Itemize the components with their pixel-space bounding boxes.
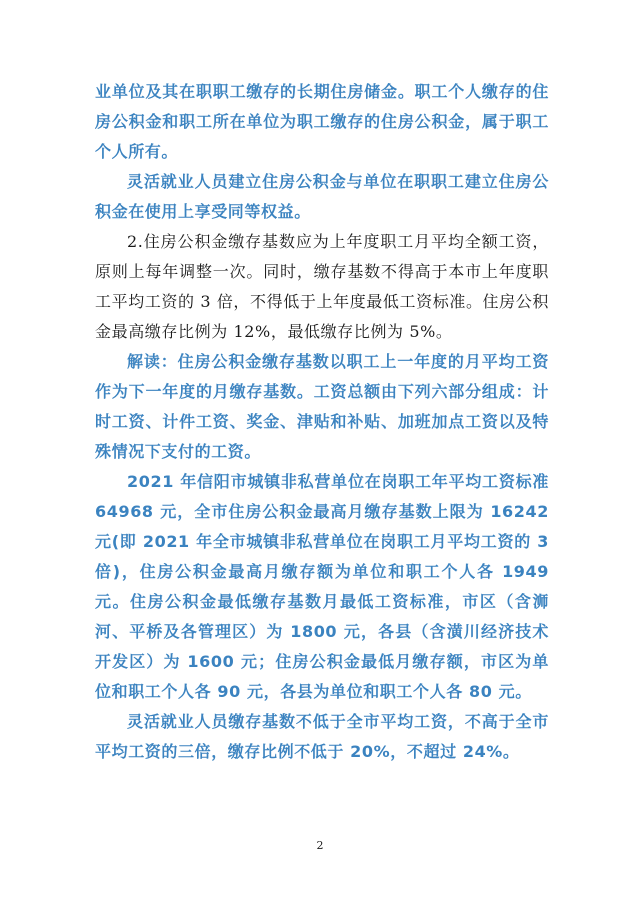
paragraph-interpretation: 解读：住房公积金缴存基数以职工上一年度的月平均工资作为下一年度的月缴存基数。工资总额由下列六部分组成：计时工资、计件工资、奖金、津贴和补贴、加班加点工资以及特殊情况下支付的工资。 (95, 352, 549, 461)
paragraph-contribution-base-rule: 2.住房公积金缴存基数应为上年度职工月平均全额工资，原则上每年调整一次。同时，缴存基数不得高于本市上年度职工平均工资的 3 倍，不得低于上年度最低工资标准。住房公积金最高缴存比例为 12%，最低缴存比例为 5%。 (95, 232, 549, 341)
paragraph-flexible-employment-rights: 灵活就业人员建立住房公积金与单位在职职工建立住房公积金在使用上享受同等权益。 (95, 172, 549, 221)
paragraph-housing-fund-definition: 业单位及其在职职工缴存的长期住房储金。职工个人缴存的住房公积金和职工所在单位为职工缴存的住房公积金，属于职工个人所有。 (95, 82, 549, 161)
page-number: 2 (316, 839, 324, 852)
page-body (95, 77, 549, 767)
paragraph-xinyang-2021-standards: 2021 年信阳市城镇非私营单位在岗职工年平均工资标准 64968 元，全市住房公积金最高月缴存基数上限为 16242 元(即 2021 年全市城镇非私营单位在岗职工月平均工资的 3 倍)，住房公积金最高月缴存额为单位和职工个人各 1949 元。住房公积金最低缴存基数月最低工资标准，市区（含浉河、平桥及各管理区）为 1800 元，各县（含潢川经济技术开发区）为 1600 元；住房公积金最低月缴存额，市区为单位和职工个人各 90 元，各县为单位和职工个人各 80 元。 (95, 472, 549, 701)
paragraph-flexible-employment-base: 灵活就业人员缴存基数不低于全市平均工资，不高于全市平均工资的三倍，缴存比例不低于 20%，不超过 24%。 (95, 712, 549, 761)
